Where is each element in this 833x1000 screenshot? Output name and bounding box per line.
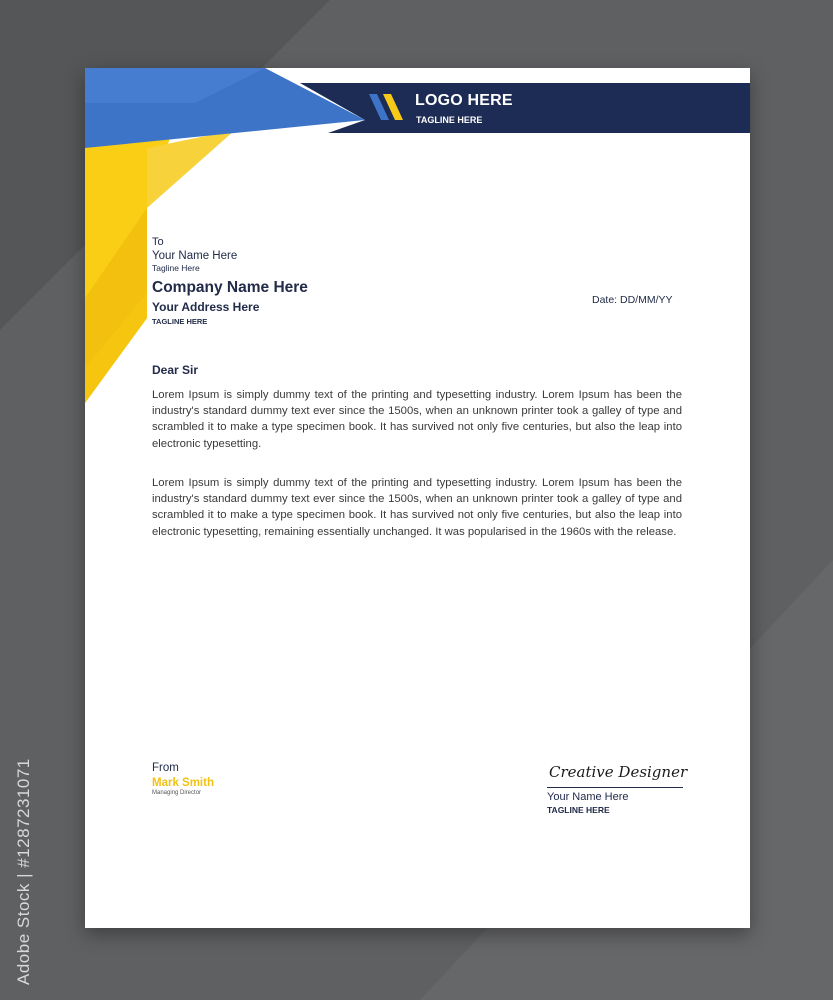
salutation: Dear Sir — [152, 363, 199, 377]
logo-tagline: TAGLINE HERE — [416, 115, 483, 125]
body-paragraph-2: Lorem Ipsum is simply dummy text of the printing and typesetting industry. Lorem Ipsum has been the industry's standard dummy text ever since the 1500s, when an unknown printer took a galley of type and scrambled it to make a type specimen book. It has survived not only five centuries, but also the leap into electronic typesetting, remaining essentially unchanged. It was popularised in the 1960s with the release. — [152, 477, 682, 538]
from-label: From — [152, 762, 179, 774]
recipient-name: Your Name Here — [152, 250, 238, 262]
sender-name: Mark Smith — [152, 777, 214, 789]
stock-id-watermark: Adobe Stock | #1287231071 — [14, 758, 33, 985]
letter-date: Date: DD/MM/YY — [592, 294, 673, 306]
logo-title: LOGO HERE — [415, 92, 513, 109]
letterhead-page — [85, 68, 750, 928]
company-name: Company Name Here — [152, 279, 308, 296]
signature-tagline: TAGLINE HERE — [547, 805, 610, 815]
signature-line — [547, 787, 683, 788]
address-tagline: TAGLINE HERE — [152, 317, 208, 326]
signature-script-text: Creative Designer — [549, 763, 688, 781]
recipient-address: Your Address Here — [152, 300, 260, 314]
signature-name: Your Name Here — [547, 791, 629, 803]
logo-icon — [367, 90, 407, 124]
recipient-tagline: Tagline Here — [152, 263, 200, 273]
signature-script — [543, 754, 693, 788]
body-paragraph-1: Lorem Ipsum is simply dummy text of the printing and typesetting industry. Lorem Ipsum has been the industry's standard dummy text ever since the 1500s, when an unknown printer took a galley of type and scrambled it to make a type specimen book. It has survived not only five centuries, but also the leap into electronic typesetting. — [152, 389, 682, 450]
sender-title: Managing Director — [152, 790, 202, 796]
to-label: To — [152, 236, 164, 248]
